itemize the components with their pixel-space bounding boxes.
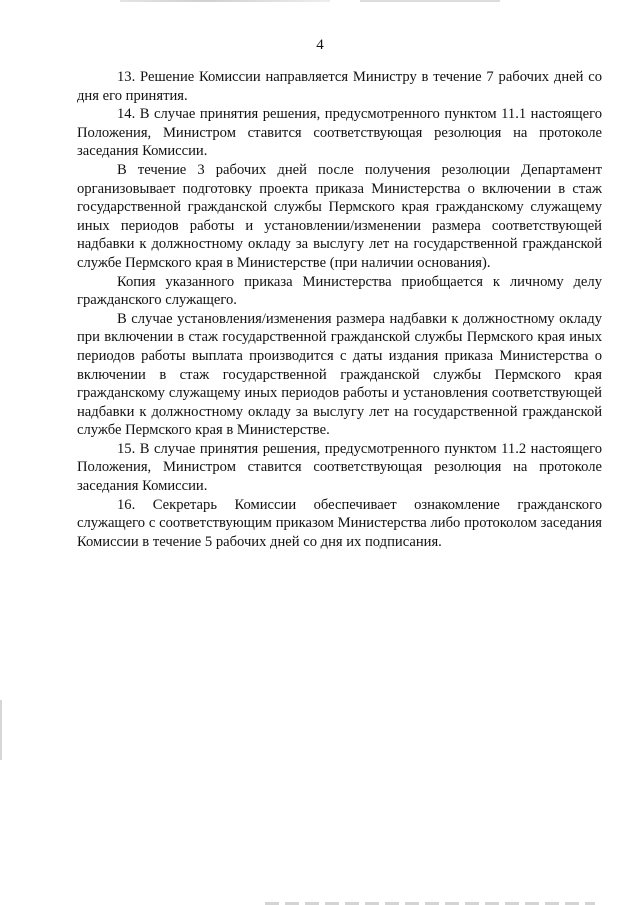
paragraph-16: 16. Секретарь Комиссии обеспечивает ознакомление гражданского служащего с соответствующим приказом Министерства либо протоколом заседания Комиссии в течение 5 рабочих дней со дня их подписания. — [77, 496, 602, 550]
scan-edge-top — [120, 0, 330, 2]
paragraph-14: 14. В случае принятия решения, предусмотренного пунктом 11.1 настоящего Положения, Министром ставится соответствующая резолюция на протоколе заседания Комиссии. — [77, 106, 602, 160]
paragraph-14-payment: В случае установления/изменения размера надбавки к должностному окладу при включении в стаж государственной гражданской службы Пермского края иных периодов работы выплата производится с даты издания приказа Министерства о включении в стаж государственной гражданской службы Пермского края гражданскому служащему иных периодов работы и установления соответствующей надбавки к должностному окладу за выслугу лет на государственной гражданской службе Пермского края в Министерстве. — [77, 310, 602, 439]
scan-edge-left — [0, 700, 2, 760]
paragraph-14-order-copy: Копия указанного приказа Министерства приобщается к личному делу гражданского служащего. — [77, 273, 602, 309]
paragraph-15: 15. В случае принятия решения, предусмотренного пунктом 11.2 настоящего Положения, Министром ставится соответствующая резолюция на протоколе заседания Комиссии. — [77, 440, 602, 495]
scan-edge-top-secondary — [360, 0, 500, 2]
paragraph-13: 13. Решение Комиссии направляется Министру в течение 7 рабочих дней со дня его принятия. — [77, 69, 602, 104]
page-number: 4 — [316, 37, 324, 53]
paragraph-14-order-preparation: В течение 3 рабочих дней после получения резолюции Департамент организовывает подготовку проекта приказа Министерства о включении в стаж государственной гражданской службы Пермского края гражданскому служащему иных периодов работы и установлении/изменении размера соответствующей надбавки к должностному окладу за выслугу лет на государственной гражданской службе Пермского края в Министерстве (при наличии основания). — [77, 161, 602, 271]
document-body — [77, 68, 602, 551]
